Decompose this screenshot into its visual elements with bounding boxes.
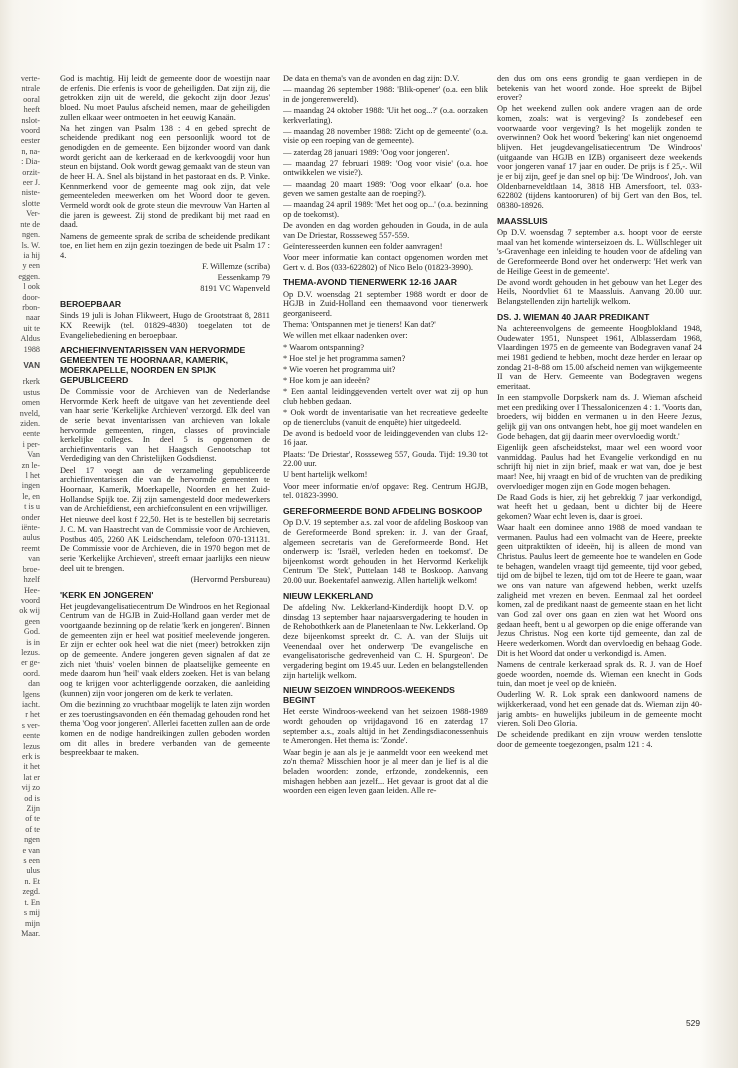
date-item: — maandag 20 maart 1989: 'Oog voor elkaar' (o.a. hoe geven we samen gestalte aan de roeping?). <box>283 179 488 199</box>
fragment-line: eggen. <box>18 271 40 281</box>
archief-para-2: Deel 17 voegt aan de verzameling gepubliceerde archiefinventarissen die van de hervormde gemeenten te Hoornaar, Kamerik, Moerkapelle, Noorden en het Zuid-Hollandse Spijk toe. Zij zijn samengesteld door medewerkers van de Archiefdienst, een archiefconsulent en een vrijwilliger. <box>60 465 270 514</box>
fragment-line: eester <box>20 136 40 146</box>
heading-wieman: DS. J. WIEMAN 40 JAAR PREDIKANT <box>497 311 650 322</box>
kerk-para-2: Om die bezinning zo vruchtbaar mogelijk te laten zijn worden er zes toerustingsavonden en één themadag gehouden rond het thema 'Oog voor jongeren'. Allerlei facetten zullen aan de orde komen en de nodige handreikingen zullen geboden worden om dit alles in bredere verbanden van de gemeente bespreekbaar te maken. <box>60 699 270 758</box>
date-item: — maandag 28 november 1988: 'Zicht op de gemeente' (o.a. visie op een roeping van de gemeente). <box>283 126 488 146</box>
intro-para-2: Na het zingen van Psalm 138 : 4 en gebed sprecht de scheidende predikant nog een persoonlijk woord tot de genodigden en de gemeente. Een bijzonder woord van dank wordt gericht aan de kerkeraad en de kerkvoogdij voor hun steun en bijstand. Ook wordt gewag gemaakt van de steun van de heer H. A. Snel als bijstand in het pastoraat en ds. P. Vinke. Kennmerkend voor de gemeente mag ook zijn, dat vele gemeenteleden meewerken om het Woord door te geven. Vermeld wordt ook de grote steun die mevrouw Van Harten al die jaren is geweest. Zij stond de predikant bij met raad en daad. <box>60 123 270 230</box>
wieman-para: Ouderling W. R. Lok sprak een dankwoord namens de wijkkerkeraad, vond het een genade dat ds. Wieman zijn 40-jarig ambts- en huwelijks jubileum in de gemeente mocht vieren. Soli Deo Gloria. <box>497 690 702 729</box>
fragment-line: zn le- <box>21 460 40 470</box>
page-number: 529 <box>686 1018 700 1028</box>
fragment-line: rkerk <box>22 377 40 387</box>
fragment-line: hzelf <box>23 575 40 585</box>
fragment-line: voord <box>20 126 40 136</box>
fragment-line: reemt <box>21 543 40 553</box>
fragment-line: 1988 <box>23 344 40 354</box>
fragment-line: ulus <box>26 866 40 876</box>
thema-line: Plaats: 'De Driestar', Rossseweg 557, Gouda. Tijd: 19.30 tot 22.00 uur. <box>283 449 488 469</box>
fragment-line: ia hij <box>23 250 40 260</box>
archief-source: (Hervormd Persbureau) <box>190 574 270 584</box>
fragment-line: ok wij <box>19 606 40 616</box>
archief-para-1: De Commissie voor de Archieven van de Nederlandse Hervormde Kerk heeft de uitgave van het zeventiende deel van haar serie 'Kerkelijke Archieven' verzorgd. Elk deel van de serie bevat inventarissen van archieven van lokale hervormde gemeenten, ringen, classes of provinciale kerkelijke colleges. In deel 5 is opgenomen de archiefinventaris van het Haagsch Genootschap tot Verdediging van den Christelijken Godsdienst. <box>60 386 270 464</box>
date-item: — maandag 24 oktober 1988: 'Uit het oog...?' (o.a. oorzaken kerkverlating). <box>283 105 488 125</box>
fragment-line: ngen. <box>22 230 40 240</box>
fragment-line: s een <box>23 856 40 866</box>
fragment-line: voord <box>20 595 40 605</box>
fragment-line: Aldus <box>20 334 40 344</box>
fragment-line: Ver- <box>26 209 40 219</box>
thema-line: * Wie voeren het programma uit? <box>283 364 396 374</box>
fragment-line: VAN <box>23 360 40 370</box>
dates-intro: De data en thema's van de avonden en dag zijn: D.V. <box>283 74 460 83</box>
fragment-line: of te <box>25 824 40 834</box>
continued-para-2: Op het weekend zullen ook andere vragen aan de orde komen, zoals: wat is vergeving? Is zondebesef een voorwaarde voor vergeving? Is het mogelijk zonden te overwinnen? Ook het woord 'bekering' kan niet ongenoemd blijven. Het jeugdevangelisatiecentrum 'De Windroos' (uitgaande van HGJB en IZB) organiseert deze weekends voor jongeren vanaf 17 jaar en ouder. De prijs is f 25,-. Wil je er bij zijn, geef je dan snel op bij: 'De Windroos', Joh. van Oldenbarneveldtlaan 14, 3818 HB Amersfoort, tel. 033-622802 (tijdens kantooruren) of bij Gert van den Bos, tel. 08380-18926. <box>497 104 702 211</box>
thema-line: Voor meer informatie en/of opgave: Reg. Centrum HGJB, tel. 01823-3990. <box>283 481 488 501</box>
thema-line: * Hoe stel je het programma samen? <box>283 353 406 363</box>
fragment-line: n. Et <box>24 876 40 886</box>
thema-line: * Een aantal leidinggevenden vertelt over wat zij op hun club hebben gedaan. <box>283 387 488 406</box>
heading-beroepbaar: BEROEPBAAR <box>60 298 122 309</box>
beroepbaar-text: Sinds 19 juli is Johan Flikweert, Hugo de Grootstraat 8, 2811 KX Reewijk (tel. 01829-4830) toegelaten tot de Evangeliebediening en beroepbaar. <box>60 311 270 340</box>
fragment-line: lezus <box>23 741 40 751</box>
intro-para-1: God is machtig. Hij leidt de gemeente door de woestijn naar de erfenis. Die erfenis is voor de geheiligden. Dat zijn zij, die getrokken zijn uit de wereld, die gekocht zijn door Jezus' bloed. Nu moet Paulus afscheid nemen, maar de geheiligden zullen elkaar weer ontmoeten in het eeuwig Kanaän. <box>60 74 270 122</box>
wieman-para: Namens de centrale kerkeraad sprak ds. R. J. van de Hoef goede woorden, noemde ds. Wieman een knecht in Gods tuin, dan moet je veel op de knieën. <box>497 659 702 689</box>
wieman-para: Waar haalt een dominee anno 1988 de moed vandaan te vermanen. Paulus had een volmacht van de Heere, preekte geen uitpraktikten of ideeën, hij is alleen de mond van Christus. Paulus leert de gemeente hoe te wandelen en Gode te behagen, wandelen vraagt tijd gemeente, tijd voor gebed, tijd om de bijbel te lezen, tijd om tot de Heere te gaan, waar we ons van nature van afgewend hebben, werkt uzelfs zaligheid met vrezen en beven. Eenmaal zal het oordeel komen, zal de predikant naast de gemeente staan en het licht van God zal over ons gaan en zien wat het Woord ons gedaan heeft, bent u al geworpen op die enige offerande van Jezus Christus. Nog een korte tijd gemeente, dan zal de Heere wederkomen. Wordt dan overvloedig en behaag Gode. Dit is het Woord dat onder u verkondigd is. Amen. <box>497 523 702 658</box>
fragment-line: zegd. <box>22 887 40 897</box>
fragment-line: broe- <box>22 564 40 574</box>
folder-text: Geïnteresseerden kunnen een folder aanvragen! <box>283 242 443 251</box>
fragment-line: uit te <box>23 323 40 333</box>
windroos-para-2: Waar begin je aan als je je aanmeldt voor een weekend met zo'n thema? Misschien hoor je al meer dan je lief is al die beladen woorden: zonde, erfzonde, zondekennis, een mishagen hebben aan jezelf... Het gevaar is groot dat al die woorden een eigen leven gaan leiden. Alle re- <box>283 747 488 796</box>
fragment-line: lat er <box>23 772 40 782</box>
fragment-line: s ver- <box>21 720 40 730</box>
heading-kerk-en-jongeren: 'KERK EN JONGEREN' <box>60 589 154 600</box>
fragment-line: ingen <box>21 481 40 491</box>
fragment-line: niste- <box>21 188 40 198</box>
fragment-line: ngen <box>24 835 40 845</box>
fragment-line: ooral <box>23 94 40 104</box>
fragment-line: it het <box>23 762 40 772</box>
signature-street: Eessenkamp 79 <box>217 273 270 283</box>
thema-line: Op D.V. woensdag 21 september 1988 wordt er door de HGJB in Zuid-Holland een themaavond voor tienerwerk georganiseerd. <box>283 289 488 319</box>
heading-maassluis: MAASSLUIS <box>497 215 548 226</box>
thema-line: De avond is bedoeld voor de leidinggevenden van clubs 12-16 jaar. <box>283 428 488 448</box>
wieman-para: Eigenlijk geen afscheidstekst, maar wel een woord voor vanmiddag. Paulus had het Evangelie verkondigd en nu schrijft hij niet in zijn brief, maak er wat van, doe je best maar! Nee, hij vraagt en bid of de vruchten van de prediking overvloediger mogen zijn en Gode mogen behagen. <box>497 442 702 491</box>
signature-name: F. Willemze (scriba) <box>202 261 270 271</box>
fragment-line: eente <box>22 731 40 741</box>
location-text: De avonden en dag worden gehouden in Gouda, in de aula van De Driestar, Rossseweg 557-559. <box>283 221 488 240</box>
heading-boskoop: GEREFORMEERDE BOND AFDELING BOSKOOP <box>283 505 483 516</box>
fragment-line: vij zo <box>21 783 40 793</box>
fragment-line: e van <box>22 845 40 855</box>
left-page-fragments <box>0 74 40 998</box>
fragment-line: t is u <box>24 502 40 512</box>
fragment-line: dan <box>28 679 40 689</box>
fragment-line: Van <box>27 450 40 460</box>
fragment-line: l ook <box>23 282 40 292</box>
fragment-line: naar <box>25 313 40 323</box>
heading-archief: ARCHIEFINVENTARISSEN VAN HERVORMDE GEMEENTEN TE HOORNAAR, KAMERIK, MOERKAPELLE, NOORDEN EN SPIJK GEPUBLICEERD <box>60 345 246 385</box>
fragment-line: le, en <box>22 491 40 501</box>
fragment-line: eente <box>22 429 40 439</box>
boskoop-text: Op D.V. 19 september a.s. zal voor de afdeling Boskoop van de Gereformeerde Bond spreken: ir. J. van der Graaf, algemeen secretaris van de Gereformeerde Bond. Het onderwerp is: 'Israël, verleden heden en toekomst'. De bijeenkomst wordt gehouden in het Hervormd Kerkelijk Centrum 'De Stek', Puttelaan 148 te Boskoop. Aanvang 20.00 uur. Boekentafel aanwezig. Allen hartelijk welkom! <box>283 518 488 586</box>
wieman-para: Na achtereenvolgens de gemeente Hoogblokland 1948, Oudewater 1951, Nunspeet 1961, Alblasserdam 1968, Vlaardingen 1975 en de gemeente van Bodegraven vanaf 24 mei 1981 gediend te hebben, mocht deze herder en leraar op zondag 21-8-88 om 15.00 afscheid nemen van wijkgemeente II van de Herv. Gemeente van Bodegraven wegens emeritaat. <box>497 324 702 391</box>
fragment-line: ziden. <box>20 419 40 428</box>
fragment-line: n, na- <box>21 146 40 156</box>
fragment-line: erk is <box>22 752 40 761</box>
signature-city: 8191 VC Wapenveld <box>200 284 270 294</box>
fragment-line: slotte <box>22 198 40 208</box>
thema-line: We willen met elkaar nadenken over: <box>283 331 408 341</box>
fragment-line: l het <box>25 471 40 481</box>
wieman-para: De scheidende predikant en zijn vrouw werden tenslotte door de gemeente toegezongen, psalm 121 : 4. <box>497 730 702 750</box>
column-2 <box>283 74 488 998</box>
fragment-line: oord. <box>22 668 40 678</box>
lekkerland-text: De afdeling Nw. Lekkerland-Kinderdijk hoopt D.V. op dinsdag 13 september haar najaarsvergadering te houden in de Rehobothkerk aan de Planetenlaan te Nw. Lekkerland. Op deze bijeenkomst spreekt dr. C. A. van der Sluijs uit Veenendaal over het onderwerp 'De evangelische en evangelisatorische gedrevenheid van C. H. Spurgeon'. De vergadering begint om 19.45 uur. Leden en belangstellenden zijn hartelijk welkom. <box>283 603 488 680</box>
heading-windroos: NIEUW SEIZOEN WINDROOS-WEEKENDS BEGINT <box>283 685 455 706</box>
fragment-line: y een <box>22 261 40 271</box>
archief-para-3: Het nieuwe deel kost f 22,50. Het is te bestellen bij secretaris J. C. M. van Haastrecht van de Commissie voor de Archieven, Postbus 405, 2260 AK Leidschendam, telefoon 070-131131. De Commissie voor de Archieven, die in 1970 begon met de serie 'Kerkelijke Archieven', streeft ernaar jaarlijks een nieuw deel uit te brengen. <box>60 515 270 573</box>
thema-line: * Hoe kom je aan ideeën? <box>283 376 370 386</box>
info-text: Voor meer informatie kan contact opgenomen worden met Gert v. d. Bos (033-622802) of Nico Belo (01823-3990). <box>283 253 488 272</box>
fragment-line: ustus <box>23 387 40 397</box>
fragment-line: lgens <box>22 689 40 699</box>
fragment-line: eer J. <box>22 178 40 188</box>
continued-para-1: den dus om ons eens grondig te gaan verdiepen in de betekenis van het woord zonde. Hoe spreekt de Bijbel erover? <box>497 74 702 103</box>
heading-lekkerland: NIEUW LEKKERLAND <box>283 590 374 601</box>
fragment-line: mijn <box>24 918 40 928</box>
fragment-line: od is <box>24 793 40 803</box>
maassluis-para-2: De avond wordt gehouden in het gebouw van het Leger des Heils, Noordvliet 61 te Maassluis. Aanvang 20.00 uur. Belangstellenden zijn hartelijk welkom. <box>497 277 702 307</box>
fragment-line: i per- <box>22 439 40 449</box>
heading-thema-avond: THEMA-AVOND TIENERWERK 12-16 JAAR <box>283 277 457 288</box>
fragment-line: r het <box>25 710 40 720</box>
thema-line: U bent hartelijk welkom! <box>283 470 368 480</box>
kerk-para-1: Het jeugdevangelisatiecentrum De Windroos en het Regionaal Centrum van de HGJB in Zuid-Holland gaan verder met de voortgaande bezinning op de relatie 'kerk en jongeren'. Binnen de gemeenten zijn er heel wat positief meelevende jongeren. Er zijn er echter ook heel wat die niet (meer) betrokken zijn op de gemeente. Andere jongeren geven signalen af dat ze zich niet 'thuis' voelen binnen de plaatselijke gemeente en mede daarom hun 'heil' vaak elders zoeken. Het is van belang oog te krijgen voor achterliggende oorzaken, die aanleiding (kunnen) zijn voor jongeren om de kerk te verlaten. <box>60 601 270 698</box>
fragment-line: lezus. <box>21 647 40 657</box>
fragment-line: omen <box>21 398 40 408</box>
fragment-line: orzit- <box>22 167 40 177</box>
windroos-para-1: Het eerste Windroos-weekend van het seizoen 1988-1989 wordt gehouden op vrijdagavond 16 en zaterdag 17 september a.s., zoals altijd in het Zendingsdiaconessenhuis te Amerongen. Het thema is: 'Zonde'. <box>283 707 488 746</box>
fragment-line: nte de <box>20 219 40 229</box>
column-1 <box>60 74 270 998</box>
date-item: — maandag 27 februari 1989: 'Oog voor visie' (o.a. hoe ontwikkelen we visie?). <box>283 158 488 178</box>
fragment-line: ntrale <box>21 84 40 94</box>
date-item: — zaterdag 28 januari 1989: 'Oog voor jongeren'. <box>283 147 450 157</box>
date-item: — maandag 26 september 1988: 'Blik-opener' (o.a. een blik in de jongerenwereld). <box>283 85 488 104</box>
wieman-para: De Raad Gods is hier, zij het gebrekkig 7 jaar verkondigd, wat heeft het u gedaan, bent u dichter bij de Heere gekomen? Waar echt leven is, daar is groei. <box>497 492 702 521</box>
fragment-line: t. En <box>24 897 40 907</box>
maassluis-para-1: Op D.V. woensdag 7 september a.s. hoopt voor de eerste maal van het komende winterseizoen ds. L. Wüllschleger uit 's-Gravenhage een inleiding te houden voor de afdeling van de Gereformeerde Bond over het onderwerp: 'Het werk van de Heilige Geest in de gemeente'. <box>497 227 702 276</box>
fragment-line: God. <box>23 627 40 637</box>
fragment-line: er ge- <box>21 658 40 668</box>
intro-para-3: Namens de gemeente sprak de scriba de scheidende predikant toe, en liet hem en zijn gezin toezingen de bede uit Psalm 17 : 4. <box>60 231 270 260</box>
fragment-line: of te <box>25 814 40 824</box>
fragment-line: : Dia- <box>21 157 40 167</box>
fragment-line: heeft <box>23 105 40 115</box>
date-item: — maandag 24 april 1989: 'Met het oog op...' (o.a. bezinning op de toekomst). <box>283 200 488 220</box>
wieman-para: In een stampvolle Dorpskerk nam ds. J. Wieman afscheid met een prediking over I Thessalonicenzen 4 : 1. 'Voorts dan, broeders, wij bidden en vermanen u in den Heere Jezus, gelijk gij van ons ontvangen hebt, hoe gij moet wandelen en Gode behagen, dat gij daarin meer overvloedig wordt.' <box>497 393 702 441</box>
fragment-line: nslot- <box>21 115 40 125</box>
thema-line: * Ook wordt de inventarisatie van het recreatieve gedeelte op de tienerclubs (vanuit de enquête) hier uitgedeeld. <box>283 407 488 427</box>
fragment-line: is in <box>26 637 40 647</box>
thema-line: * Waarom ontspanning? <box>283 342 365 352</box>
fragment-line: Maar. <box>21 928 40 938</box>
thema-line: Thema: 'Ontspannen met je tieners! Kan dat?' <box>283 320 436 330</box>
fragment-line: rbon- <box>22 302 40 312</box>
fragment-line: aulus <box>22 533 40 543</box>
fragment-line: van <box>28 554 40 564</box>
column-3 <box>497 74 702 998</box>
fragment-line: iacht. <box>22 699 40 709</box>
fragment-line: Hee- <box>24 585 40 595</box>
fragment-line: s mij <box>23 908 40 918</box>
fragment-line: geen <box>24 616 40 626</box>
fragment-line: verte- <box>20 74 40 83</box>
fragment-line: iënte- <box>21 523 40 533</box>
fragment-line: ls. W. <box>21 240 40 250</box>
fragment-line: Zijn <box>26 804 40 814</box>
fragment-line: onder <box>21 512 40 522</box>
fragment-line: nveld, <box>19 408 40 418</box>
fragment-line: door- <box>22 292 40 302</box>
